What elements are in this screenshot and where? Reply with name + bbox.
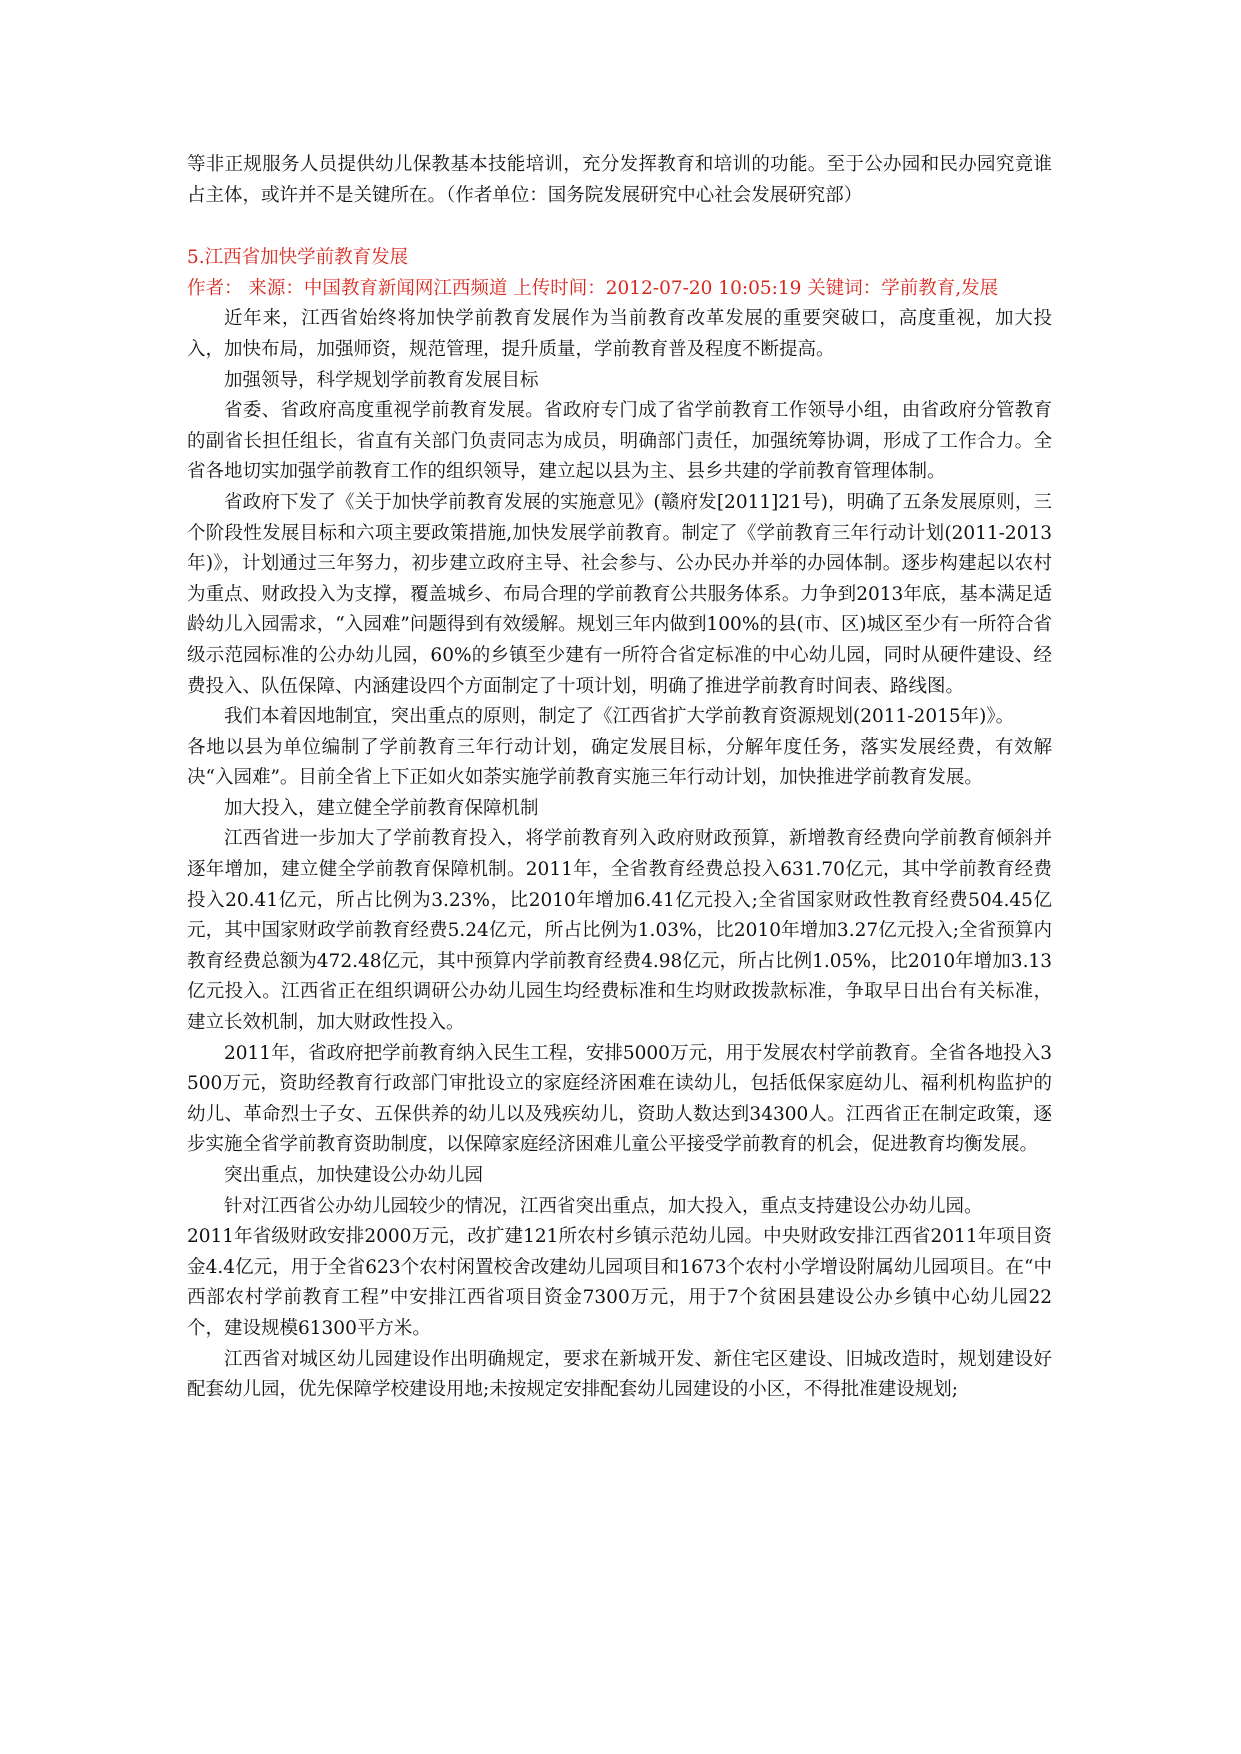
paragraph-county-plans: 各地以县为单位编制了学前教育三年行动计划，确定发展目标，分解年度任务，落实发展经费，有效解决“入园难”。目前全省上下正如火如荼实施学前教育实施三年行动计划，加快推进学前教育发展。 [187, 736, 1052, 789]
document-page [187, 150, 1052, 1406]
article-meta: 作者： 来源：中国教育新闻网江西频道 上传时间：2012-07-20 10:05:19 关键词：学前教育,发展 [187, 277, 999, 299]
paragraph-projects: 2011年省级财政安排2000万元，改扩建121所农村乡镇示范幼儿园。中央财政安排江西省2011年项目资金4.4亿元，用于全省623个农村闲置校舍改建幼儿园项目和1673个农村小学增设附属幼儿园项目。在“中西部农村学前教育工程”中安排江西省项目资金7300万元，用于7个贫困县建设公办乡镇中心幼儿园22个，建设规模61300平方米。 [187, 1226, 1052, 1339]
paragraph-leadership: 省委、省政府高度重视学前教育发展。省政府专门成了省学前教育工作领导小组，由省政府分管教育的副省长担任组长，省直有关部门负责同志为成员，明确部门责任，加强统筹协调，形成了工作合力。全省各地切实加强学前教育工作的组织领导，建立起以县为主、县乡共建的学前教育管理体制。 [187, 400, 1052, 483]
paragraph-subsidy: 2011年，省政府把学前教育纳入民生工程，安排5000万元，用于发展农村学前教育。全省各地投入3500万元，资助经教育行政部门审批设立的家庭经济困难在读幼儿，包括低保家庭幼儿、福利机构监护的幼儿、革命烈士子女、五保供养的幼儿以及残疾幼儿，资助人数达到34300人。江西省正在制定政策，逐步实施全省学前教育资助制度，以保障家庭经济困难儿童公平接受学前教育的机会，促进教育均衡发展。 [187, 1042, 1052, 1156]
paragraph-urban-rules: 江西省对城区幼儿园建设作出明确规定，要求在新城开发、新住宅区建设、旧城改造时，规划建设好配套幼儿园，优先保障学校建设用地;未按规定安排配套幼儿园建设的小区，不得批准建设规划; [187, 1348, 1052, 1401]
paragraph-funding: 江西省进一步加大了学前教育投入，将学前教育列入政府财政预算，新增教育经费向学前教育倾斜并逐年增加，建立健全学前教育保障机制。2011年，全省教育经费总投入631.70亿元，其中学前教育经费投入20.41亿元，所占比例为3.23%，比2010年增加6.41亿元投入;全省国家财政性教育经费504.45亿元，其中国家财政学前教育经费5.24亿元，所占比例为1.03%，比2010年增加3.27亿元投入;全省预算内教育经费总额为472.48亿元，其中预算内学前教育经费4.98亿元，所占比例1.05%，比2010年增加3.13亿元投入。江西省正在组织调研公办幼儿园生均经费标准和生均财政拨款标准，争取早日出台有关标准，建立长效机制，加大财政性投入。 [187, 828, 1052, 1034]
paragraph-intro: 近年来，江西省始终将加快学前教育发展作为当前教育改革发展的重要突破口，高度重视，加大投入，加快布局，加强师资，规范管理，提升质量，学前教育普及程度不断提高。 [187, 308, 1052, 360]
intro-continuation: 等非正规服务人员提供幼儿保教基本技能培训，充分发挥教育和培训的功能。至于公办园和民办园究竟谁占主体，或许并不是关键所在。（作者单位：国务院发展研究中心社会发展研究部） [187, 154, 1052, 206]
section-heading-public-kindergartens: 突出重点，加快建设公办幼儿园 [224, 1165, 484, 1186]
paragraph-resource-plan: 我们本着因地制宜，突出重点的原则，制定了《江西省扩大学前教育资源规划(2011-2015年)》。 [224, 706, 1015, 728]
paragraph-policy: 省政府下发了《关于加快学前教育发展的实施意见》(赣府发[2011]21号)，明确了五条发展原则，三个阶段性发展目标和六项主要政策措施,加快发展学前教育。制定了《学前教育三年行动计划(2011-2013年)》，计划通过三年努力，初步建立政府主导、社会参与、公办民办并举的办园体制。逐步构建起以农村为重点、财政投入为支撑，覆盖城乡、布局合理的学前教育公共服务体系。力争到2013年底，基本满足适龄幼儿入园需求，“入园难”问题得到有效缓解。规划三年内做到100%的县(市、区)城区至少有一所符合省级示范园标准的公办幼儿园，60%的乡镇至少建有一所符合省定标准的中心幼儿园，同时从硬件建设、经费投入、队伍保障、内涵建设四个方面制定了十项计划，明确了推进学前教育时间表、路线图。 [187, 491, 1052, 697]
section-heading-leadership: 加强领导，科学规划学前教育发展目标 [224, 369, 539, 391]
section-heading-investment: 加大投入，建立健全学前教育保障机制 [224, 797, 539, 819]
article-title: 5.江西省加快学前教育发展 [187, 247, 409, 269]
paragraph-public-focus: 针对江西省公办幼儿园较少的情况，江西省突出重点，加大投入，重点支持建设公办幼儿园。 [224, 1195, 983, 1217]
